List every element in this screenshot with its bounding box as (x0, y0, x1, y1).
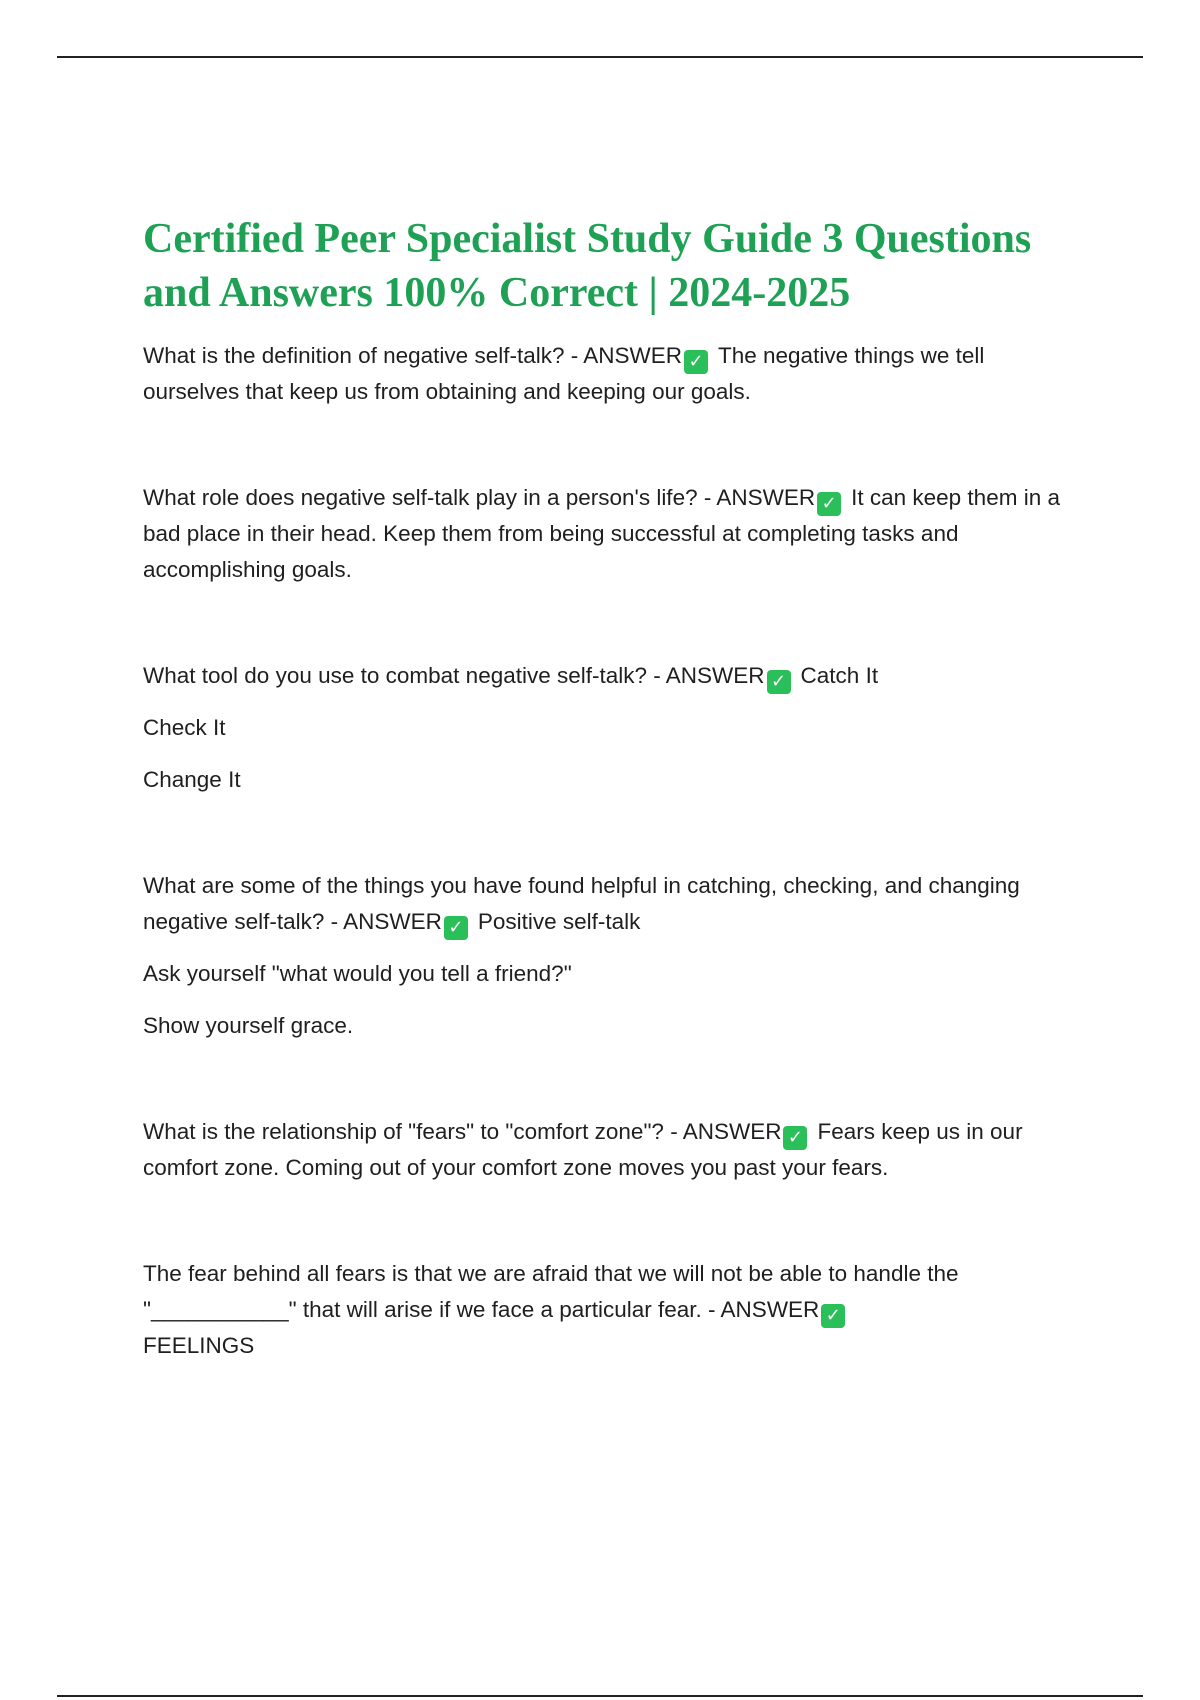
answer-text: The negative things we tell ourselves that keep us from obtaining and keeping our goals. (143, 343, 985, 404)
checkmark-icon: ✓ (783, 1126, 807, 1150)
document-page (143, 212, 1063, 1434)
footer-rule (57, 1695, 1143, 1697)
qa-item-6 (143, 1256, 1063, 1364)
title-line-2: and Answers 100% Correct | 2024-2025 (143, 270, 851, 316)
qa-list (143, 338, 1063, 1364)
qa-paragraph (143, 480, 1063, 588)
question-text: What is the definition of negative self-talk? - ANSWER (143, 343, 682, 368)
answer-line: Change It (143, 767, 241, 792)
checkmark-icon: ✓ (684, 350, 708, 374)
qa-paragraph (143, 868, 1063, 940)
checkmark-icon: ✓ (817, 492, 841, 516)
checkmark-icon: ✓ (444, 916, 468, 940)
answer-text: Fears keep us in our comfort zone. Coming out of your comfort zone moves you past your fears. (143, 1119, 1023, 1180)
answer-line: Check It (143, 715, 226, 740)
answer-text: It can keep them in a bad place in their head. Keep them from being successful at completing tasks and accomplishing goals. (143, 485, 1060, 582)
question-text: What are some of the things you have found helpful in catching, checking, and changing negative self-talk? - ANSWER (143, 873, 1020, 934)
qa-paragraph (143, 1114, 1063, 1186)
answer-text: FEELINGS (143, 1333, 255, 1358)
answer-line: Show yourself grace. (143, 1013, 354, 1038)
question-text: The fear behind all fears is that we are afraid that we will not be able to handle the "___________" that will arise if we face a particular fear. - ANSWER (143, 1261, 959, 1322)
qa-paragraph (143, 338, 1063, 410)
document-title (143, 212, 1063, 320)
question-text: What is the relationship of "fears" to "comfort zone"? - ANSWER (143, 1119, 782, 1144)
header-rule (57, 56, 1143, 58)
qa-item-3 (143, 658, 1063, 798)
answer-text: Positive self-talk (477, 909, 641, 934)
checkmark-icon: ✓ (821, 1304, 845, 1328)
question-text: What tool do you use to combat negative self-talk? - ANSWER (143, 663, 765, 688)
answer-line: Ask yourself "what would you tell a friend?" (143, 961, 572, 986)
qa-item-5 (143, 1114, 1063, 1186)
qa-item-2 (143, 480, 1063, 588)
question-text: What role does negative self-talk play in a person's life? - ANSWER (143, 485, 816, 510)
qa-item-1 (143, 338, 1063, 410)
qa-item-4 (143, 868, 1063, 1044)
answer-text: Catch It (800, 663, 879, 688)
title-line-1: Certified Peer Specialist Study Guide 3 Questions (143, 216, 1032, 262)
qa-paragraph (143, 1256, 1063, 1364)
checkmark-icon: ✓ (767, 670, 791, 694)
qa-paragraph (143, 658, 1063, 694)
